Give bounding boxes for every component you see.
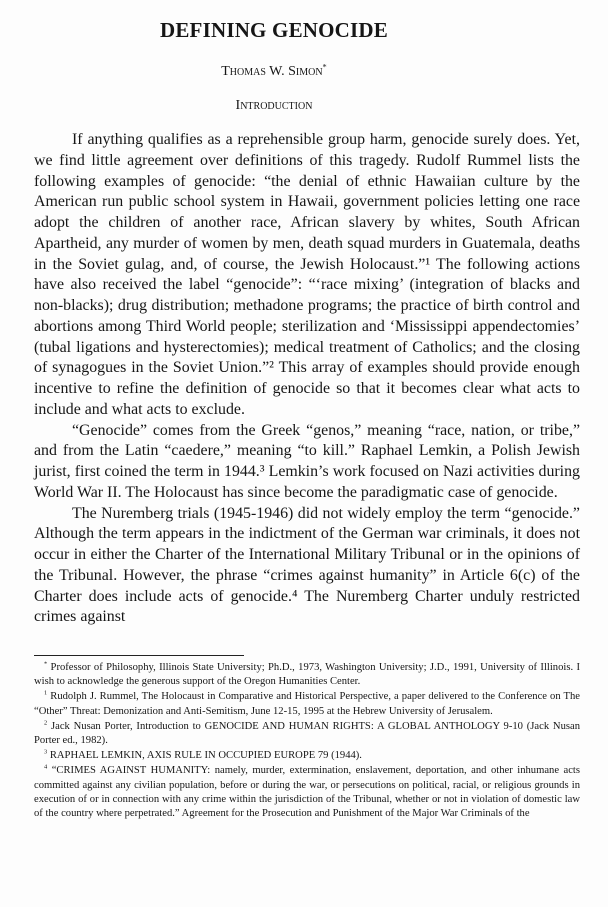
- article-title: DEFINING GENOCIDE: [159, 18, 388, 42]
- footnote-divider: [34, 655, 244, 656]
- footnote-mark: *: [44, 660, 48, 668]
- footnote-text: Professor of Philosophy, Illinois State University; Ph.D., 1973, Washington University; J.D., 1991, University of Illinois. I wish to acknowledge the generous support of the Oregon Humanities Center.: [34, 662, 580, 688]
- footnote: [34, 764, 580, 821]
- footnote: [34, 720, 580, 748]
- footnote-text: “CRIMES AGAINST HUMANITY: namely, murder, extermination, enslavement, deportation, and other inhumane acts committed against any civilian population, before or during the war, or persecutions on political, racial, or religious grounds in execution of or in connection with any crime within the jurisdiction of the Tribunal, whether or not in violation of domestic law of the country where perpetrated.” Agreement for the Prosecution and Punishment of the Major War Criminals of the: [34, 765, 580, 820]
- body-paragraph-2: “Genocide” comes from the Greek “genos,” meaning “race, nation, or tribe,” and from the Latin “caedere,” meaning “to kill.” Raphael Lemkin, a Polish Jewish jurist, first coined the term in 1944.³ Lemkin’s work focused on Nazi activities during World War II. The Holocaust has since become the paradigmatic case of genocide.: [34, 421, 580, 501]
- footnote-text: Rudolph J. Rummel, The Holocaust in Comparative and Historical Perspective, a paper delivered to the Conference on The “Other” Threat: Demonization and Anti-Semitism, June 12-15, 1995 at the Hebrew University of Jerusalem.: [34, 691, 580, 717]
- body-text: [34, 130, 580, 628]
- footnote-mark: 4: [44, 763, 48, 771]
- author-name: Thomas W. Simon: [221, 64, 323, 79]
- footnote: [34, 749, 580, 763]
- body-paragraph-1: If anything qualifies as a reprehensible group harm, genocide surely does. Yet, we find little agreement over definitions of this tragedy. Rudolf Rummel lists the following examples of genocide: “the denial of ethnic Hawaiian culture by the American run public school system in Hawaii, government policies letting one race adopt the children of another race, African slavery by whites, South African Apartheid, any murder of women by men, death squad murders in Guatemala, deaths in the Soviet gulag, and, of course, the Jewish Holocaust.”¹ The following actions have also received the label “genocide”: “‘race mixing’ (integration of blacks and non-blacks); drug distribution; methadone programs; the practice of birth control and abortions among Third World people; sterilization and ‘Mississippi appendectomies’ (tubal ligations and hysterectomies); medical treatment of Catholics; and the closing of synagogues in the Soviet Union.”² This array of examples should provide enough incentive to refine the definition of genocide so that it becomes clear what acts to include and what acts to exclude.: [34, 131, 580, 418]
- footnote-mark: 1: [44, 689, 48, 697]
- author-line: [0, 64, 548, 80]
- footnote-text: Jack Nusan Porter, Introduction to GENOCIDE AND HUMAN RIGHTS: A GLOBAL ANTHOLOGY 9-10 (Jack Nusan Porter ed., 1982).: [34, 720, 580, 747]
- footnote-mark: 2: [44, 719, 48, 727]
- body-paragraph-3: The Nuremberg trials (1945-1946) did not widely employ the term “genocide.” Although the term appears in the indictment of the German war criminals, it does not occur in either the Charter of the International Military Tribunal or in the opinions of the Tribunal. However, the phrase “crimes against humanity” in Article 6(c) of the Charter does include acts of genocide.⁴ The Nuremberg Charter unduly restricted crimes against: [34, 504, 580, 626]
- footnote: [34, 661, 580, 689]
- footnote-mark: 3: [44, 748, 48, 756]
- author-footnote-mark: *: [322, 62, 327, 72]
- footnote-text: RAPHAEL LEMKIN, AXIS RULE IN OCCUPIED EUROPE 79 (1944).: [49, 750, 362, 762]
- footnote: [34, 690, 580, 718]
- section-heading: Introduction: [235, 98, 313, 113]
- footnotes: [34, 661, 580, 822]
